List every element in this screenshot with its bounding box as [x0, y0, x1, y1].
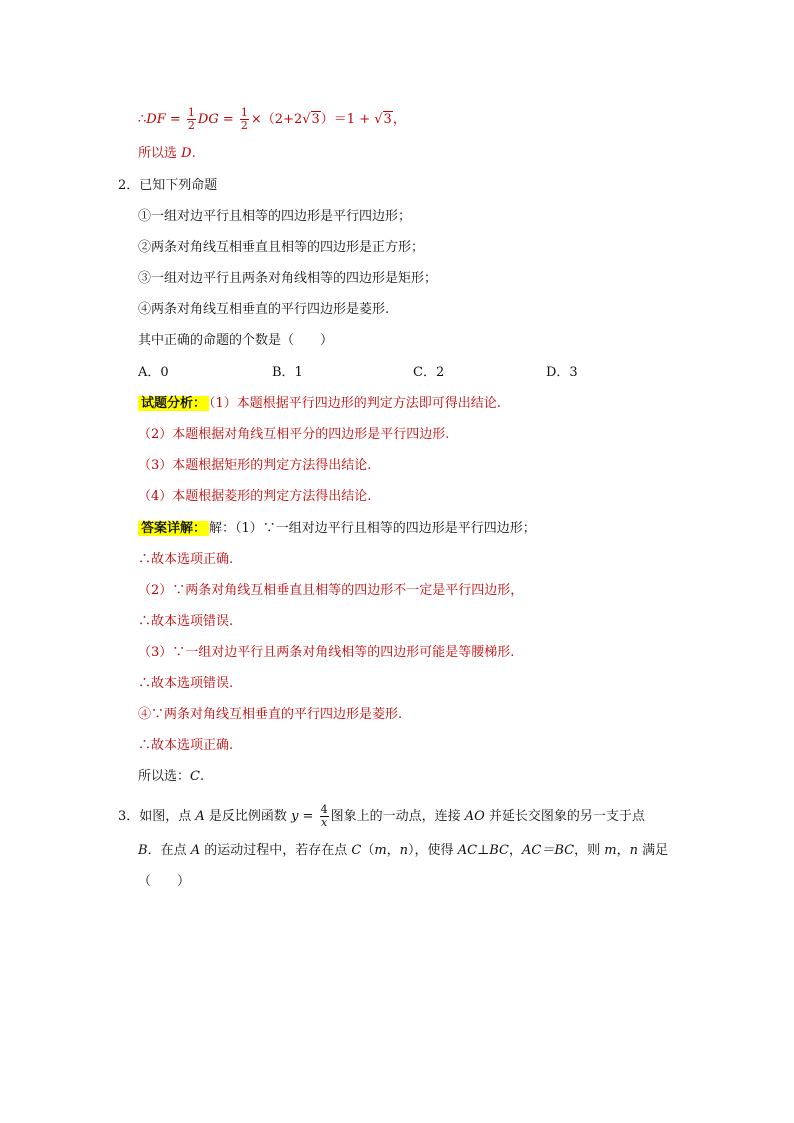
answer-line-1: [138, 520, 536, 538]
analysis-line-4: （4）本题根据菱形的判定方法得出结论.: [138, 489, 372, 504]
proposition-2: ②两条对角线互相垂直且相等的四边形是正方形；: [138, 240, 425, 255]
times-expression: ×（2+2: [250, 112, 303, 127]
answer-line-4: ∴故本选项错误.: [138, 614, 234, 629]
answer-line-5: （3）∵一组对边平行且两条对角线相等的四边形可能是等腰梯形.: [138, 645, 515, 660]
answer-text: 解：（1）∵一组对边平行且相等的四边形是平行四边形；: [209, 521, 536, 536]
text: 满足: [637, 843, 669, 858]
point-b: B: [138, 843, 148, 858]
analysis-text: （1）本题根据平行四边形的判定方法即可得出结论.: [209, 396, 501, 411]
text: 的运动过程中，若存在点: [200, 843, 352, 858]
fraction-numerator: 1: [187, 106, 195, 119]
answer-label: 答案详解：: [138, 521, 209, 536]
segment-df: DF: [146, 112, 166, 127]
sqrt-3: √3: [302, 112, 320, 127]
answer-line-8: ∴故本选项正确.: [138, 738, 234, 753]
answer-prefix: 所以选：: [138, 769, 191, 784]
analysis-label: 试题分析：: [138, 396, 209, 411]
sqrt-3-result: √3: [374, 112, 392, 127]
option-c: C．2: [413, 365, 445, 380]
point-c: C: [351, 843, 362, 858]
var-n: n: [399, 843, 409, 858]
segment-ao: AO: [464, 809, 485, 824]
text: ，: [509, 843, 523, 858]
fraction-denominator: 2: [187, 119, 195, 132]
text: ，则: [574, 843, 605, 858]
answer-q1: [138, 145, 196, 163]
therefore-symbol: ∴: [138, 112, 147, 127]
answer-q2: [138, 768, 204, 786]
text: ，: [616, 843, 630, 858]
option-a: A．0: [138, 365, 169, 380]
text: 是反比例函数: [204, 809, 292, 824]
q2-ask: 其中正确的命题的个数是（ ）: [138, 333, 334, 348]
equals-sign: =: [298, 809, 318, 824]
text: ），使得: [408, 843, 458, 858]
text: 并延长交图象的另一支于点: [484, 809, 645, 824]
condition-equal: AC＝BC: [522, 843, 575, 858]
radicand: 3: [383, 112, 392, 127]
result-expression: ）＝1 +: [320, 112, 375, 127]
var-m: m: [374, 843, 387, 858]
var-n: n: [629, 843, 638, 858]
q3-line-2: [138, 842, 668, 860]
var-m: m: [604, 843, 617, 858]
answer-line-7: ④∵两条对角线互相垂直的平行四边形是菱形.: [138, 707, 403, 722]
answer-line-6: ∴故本选项错误.: [138, 676, 234, 691]
equals-sign: =: [165, 112, 185, 127]
text: （: [361, 843, 375, 858]
analysis-line-3: （3）本题根据矩形的判定方法得出结论.: [138, 458, 372, 473]
punctuation: .: [191, 146, 196, 161]
segment-dg: DG: [197, 112, 219, 127]
text: ，: [386, 843, 400, 858]
equals-sign-2: =: [218, 112, 238, 127]
equation-line: [138, 107, 406, 132]
answer-letter: D: [181, 146, 192, 161]
analysis-line-1: [138, 395, 501, 413]
var-y: y: [291, 809, 299, 824]
punctuation: ，: [392, 112, 406, 127]
punctuation: .: [199, 769, 205, 784]
fraction-half-2: [240, 107, 249, 132]
fraction-numerator: 4: [320, 803, 328, 816]
answer-prefix: 所以选: [138, 146, 182, 161]
point-a: A: [195, 809, 205, 824]
proposition-4: ④两条对角线互相垂直的平行四边形是菱形.: [138, 302, 390, 317]
proposition-1: ①一组对边平行且相等的四边形是平行四边形；: [138, 209, 412, 224]
fraction-numerator: 1: [240, 106, 248, 119]
q2-options: [138, 364, 598, 382]
text: 3．如图，点: [118, 809, 196, 824]
q2-stem: 2．已知下列命题: [118, 178, 218, 193]
analysis-line-2: （2）本题根据对角线互相平分的四边形是平行四边形.: [138, 427, 450, 442]
fraction-4-over-x: [320, 804, 329, 829]
text: ．在点: [147, 843, 191, 858]
text: 图象上的一动点，连接: [330, 809, 465, 824]
point-a: A: [190, 843, 201, 858]
radicand: 3: [311, 112, 320, 127]
fraction-denominator: 2: [240, 119, 248, 132]
option-b: B．1: [272, 365, 303, 380]
condition-perpendicular: AC⊥BC: [457, 843, 509, 858]
fraction-half: [187, 107, 196, 132]
answer-letter: C: [190, 769, 200, 784]
answer-line-2: ∴故本选项正确.: [138, 552, 234, 567]
q3-line-1: [118, 804, 645, 829]
fraction-denominator: x: [320, 816, 328, 829]
q3-line-3: （ ）: [138, 874, 191, 889]
option-d: D．3: [546, 365, 578, 380]
answer-line-3: （2）∵两条对角线互相垂直且相等的四边形不一定是平行四边形，: [138, 583, 524, 598]
proposition-3: ③一组对边平行且两条对角线相等的四边形是矩形；: [138, 271, 438, 286]
